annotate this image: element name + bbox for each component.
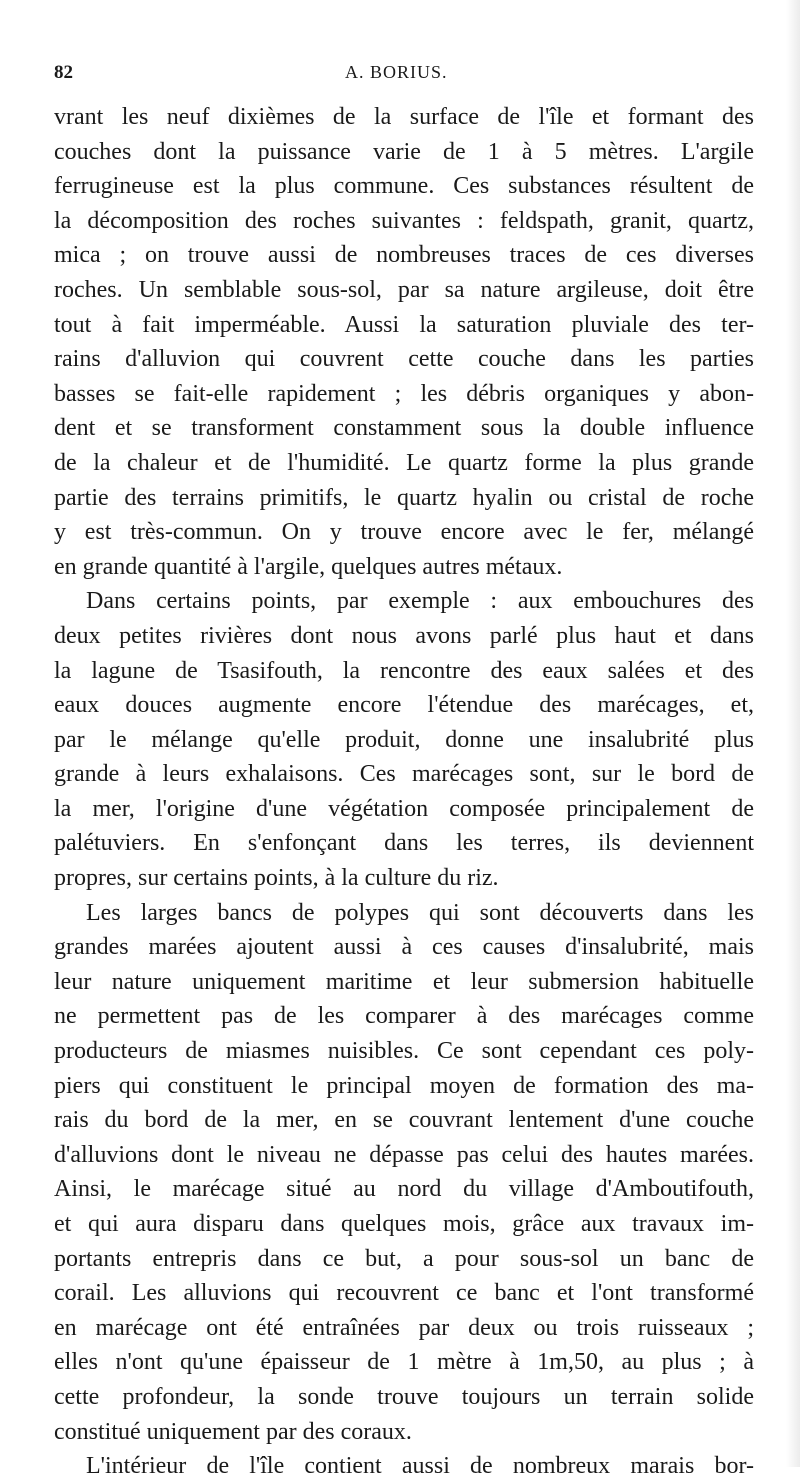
text-line: la lagune de Tsasifouth, la rencontre des eaux salées et des	[54, 657, 754, 684]
text-line: ferrugineuse est la plus commune. Ces substances résultent de	[54, 173, 754, 200]
text-line: rains d'alluvion qui couvrent cette couche dans les parties	[54, 346, 754, 373]
body-text	[54, 100, 754, 1484]
text-line: deux petites rivières dont nous avons parlé plus haut et dans	[54, 622, 754, 649]
text-line: dent et se transforment constamment sous la double influence	[54, 415, 754, 442]
text-line: en marécage ont été entraînées par deux ou trois ruisseaux ;	[54, 1314, 754, 1341]
text-line: partie des terrains primitifs, le quartz hyalin ou cristal de roche	[54, 484, 754, 511]
text-line: grandes marées ajoutent aussi à ces causes d'insalubrité, mais	[54, 934, 754, 961]
text-line: par le mélange qu'elle produit, donne une insalubrité plus	[54, 726, 754, 753]
text-line: de la chaleur et de l'humidité. Le quartz forme la plus grande	[54, 449, 754, 476]
text-line: mica ; on trouve aussi de nombreuses traces de ces diverses	[54, 242, 754, 269]
text-line: leur nature uniquement maritime et leur submersion habituelle	[54, 968, 754, 995]
text-line: roches. Un semblable sous-sol, par sa nature argileuse, doit être	[54, 276, 754, 303]
page-number: 82	[54, 62, 73, 83]
text-line: rais du bord de la mer, en se couvrant lentement d'une couche	[54, 1107, 754, 1134]
text-line: d'alluvions dont le niveau ne dépasse pas celui des hautes marées.	[54, 1141, 754, 1168]
text-line: palétuviers. En s'enfonçant dans les terres, ils deviennent	[54, 830, 754, 857]
page-edge-shadow	[786, 0, 800, 1467]
text-line: cette profondeur, la sonde trouve toujours un terrain solide	[54, 1383, 754, 1410]
page-header	[54, 62, 754, 92]
text-line: corail. Les alluvions qui recouvrent ce banc et l'ont transformé	[54, 1280, 754, 1307]
text-line: elles n'ont qu'une épaisseur de 1 mètre à 1m,50, au plus ; à	[54, 1349, 754, 1376]
text-line: basses se fait-elle rapidement ; les débris organiques y abon-	[54, 380, 754, 407]
text-line: et qui aura disparu dans quelques mois, grâce aux travaux im-	[54, 1211, 754, 1237]
text-line: L'intérieur de l'île contient aussi de nombreux marais bor-	[86, 1453, 754, 1480]
text-line: y est très-commun. On y trouve encore avec le fer, mélangé	[54, 519, 754, 546]
text-line: la mer, l'origine d'une végétation composée principalement de	[54, 795, 754, 822]
text-line: grande à leurs exhalaisons. Ces marécages sont, sur le bord de	[54, 761, 754, 788]
text-line: la décomposition des roches suivantes : feldspath, granit, quartz,	[54, 207, 754, 234]
text-line: couches dont la puissance varie de 1 à 5 mètres. L'argile	[54, 138, 754, 165]
text-line: Dans certains points, par exemple : aux embouchures des	[86, 588, 754, 615]
text-line: constitué uniquement par des coraux.	[54, 1418, 412, 1445]
text-line: producteurs de miasmes nuisibles. Ce sont cependant ces poly-	[54, 1038, 754, 1065]
text-line: Ainsi, le marécage situé au nord du village d'Amboutifouth,	[54, 1176, 754, 1203]
text-line: portants entrepris dans ce but, a pour sous-sol un banc de	[54, 1245, 754, 1272]
text-line: ne permettent pas de les comparer à des marécages comme	[54, 1003, 754, 1030]
text-line: Les larges bancs de polypes qui sont découverts dans les	[86, 899, 754, 926]
text-line: en grande quantité à l'argile, quelques autres métaux.	[54, 553, 563, 580]
text-line: piers qui constituent le principal moyen de formation des ma-	[54, 1072, 754, 1099]
text-line: eaux douces augmente encore l'étendue des marécages, et,	[54, 692, 754, 719]
running-head: A. BORIUS.	[345, 62, 448, 82]
text-line: tout à fait imperméable. Aussi la saturation pluviale des ter-	[54, 311, 754, 338]
text-line: vrant les neuf dixièmes de la surface de l'île et formant des	[54, 104, 754, 130]
text-line: propres, sur certains points, à la culture du riz.	[54, 865, 499, 892]
